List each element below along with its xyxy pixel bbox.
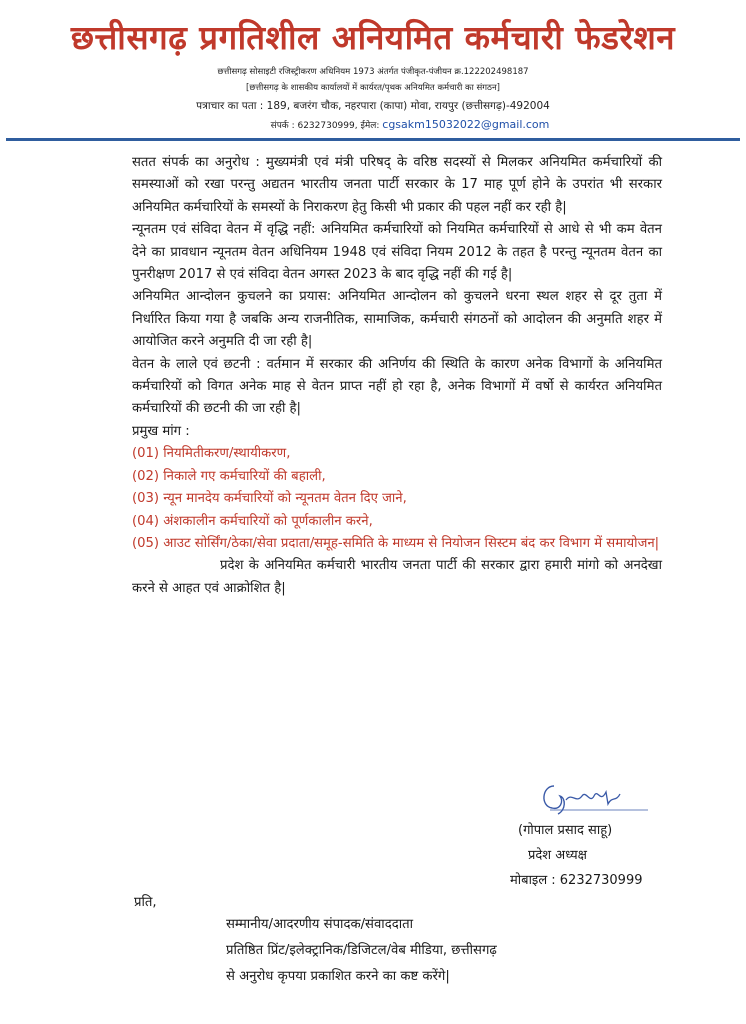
recipient-block: [226, 912, 666, 990]
demands-heading: प्रमुख मांग :: [132, 423, 190, 439]
closing-paragraph: प्रदेश के अनियमित कर्मचारी भारतीय जनता पार्टी की सरकार द्वारा हमारी मांगो को अनदेखा करने से आहत एवं आक्रोशित है|: [132, 558, 662, 596]
paragraph-protest-suppression: अनियमित आन्दोलन कुचलने का प्रयास: अनियमित आन्दोलन को कुचलने धरना स्थल शहर से दूर तुता में निर्धारित किया गया है जबकि अन्य राजनीतिक, सामाजिक, कर्मचारी संगठनों को आदोलन की अनुमति शहर में आयोजित करने अनुमति दी जा रही है|: [132, 289, 662, 350]
contact-line: [150, 118, 670, 131]
paragraph-wage-increase: न्यूनतम एवं संविदा वेतन में वृद्धि नहीं: अनियमित कर्मचारियों को नियमित कर्मचारियों से आधे से भी कम वेतन देने का प्रावधान न्यूनतम वेतन अधिनियम 1948 एवं संविदा नियम 2012 के तहत है परन्तु न्यूनतम वेतन का पुनरीक्षण 2017 से एवं संविदा वेतन अगस्त 2023 के बाद वृद्धि नहीं की गई है|: [132, 222, 662, 283]
demand-item: (03) न्यून मानदेय कर्मचारियों को न्यूनतम वेतन दिए जाने,: [132, 491, 407, 507]
paragraph-contact-request: सतत संपर्क का अनुरोध : मुख्यमंत्री एवं मंत्री परिषद् के वरिष्ठ सदस्यों से मिलकर अनियमित कर्मचारियों की समस्याओं को रखा परन्तु अद्यतन भारतीय जनता पार्टी सरकार के 17 माह पूर्ण होने के उपरांत भी सरकार अनियमित कर्मचारियों के समस्यों के निराकरण हेतु किसी भी प्रकार की पहल नहीं कर रही है|: [132, 155, 662, 215]
signature-block: [500, 818, 700, 893]
contact-label: संपर्क : 6232730999, ईमेल:: [270, 121, 380, 131]
signatory-post: प्रदेश अध्यक्ष: [528, 848, 587, 863]
letterhead-title: छत्तीसगढ़ प्रगतिशील अनियमित कर्मचारी फेडरेशन: [70, 18, 676, 57]
email-link[interactable]: cgsakm15032022@gmail.com: [382, 118, 550, 131]
registration-line: छत्तीसगढ़ सोसाइटी रजिस्ट्रीकरण अधिनियम 1973 अंतर्गत पंजीकृत-पंजीयन क्र.122202498187: [217, 67, 529, 77]
demand-item: (05) आउट सोर्सिंग/ठेका/सेवा प्रदाता/समूह-समिति के माध्यम से नियोजन सिस्टम बंद कर विभाग में समायोजन|: [132, 535, 660, 551]
handwritten-signature: [536, 770, 656, 820]
header-divider: [6, 138, 740, 141]
recipient-line: प्रतिष्ठित प्रिंट/इलेक्ट्रानिक/डिजिटल/वेब मीडिया, छत्तीसगढ़: [226, 943, 497, 958]
demand-item: (02) निकाले गए कर्मचारियों की बहाली,: [132, 468, 326, 484]
paragraph-salary-layoffs: वेतन के लाले एवं छटनी : वर्तमान में सरकार की अनिर्णय की स्थिति के कारण अनेक विभागों के अनियमित कर्मचारियों को विगत अनेक माह से वेतन प्राप्त नहीं हो रहा है, अनेक विभागों में वर्षो से कार्यरत अनियमित कर्मचारियों की छटनी की जा रही है|: [132, 356, 662, 417]
letter-body: [132, 152, 662, 600]
recipient-line: सम्मानीय/आदरणीय संपादक/संवाददाता: [226, 917, 414, 932]
postal-address: पत्राचार का पता : 189, बजरंग चौक, नहरपारा (कापा) मोवा, रायपुर (छत्तीसगढ़)-492004: [196, 100, 550, 112]
organization-subtitle: [छत्तीसगढ़ के शासकीय कार्यालयों में कार्यरत/पृथक अनियमित कर्मचारी का संगठन]: [246, 83, 500, 93]
signatory-name: (गोपाल प्रसाद साहू): [518, 823, 613, 838]
recipient-line: से अनुरोध कृपया प्रकाशित करने का कष्ट करेंगे|: [226, 969, 450, 984]
recipient-label: प्रति,: [134, 895, 157, 910]
signatory-mobile: मोबाइल : 6232730999: [510, 873, 643, 888]
demand-item: (04) अंशकालीन कर्मचारियों को पूर्णकालीन करने,: [132, 513, 373, 529]
demand-item: (01) नियमितीकरण/स्थायीकरण,: [132, 446, 291, 462]
